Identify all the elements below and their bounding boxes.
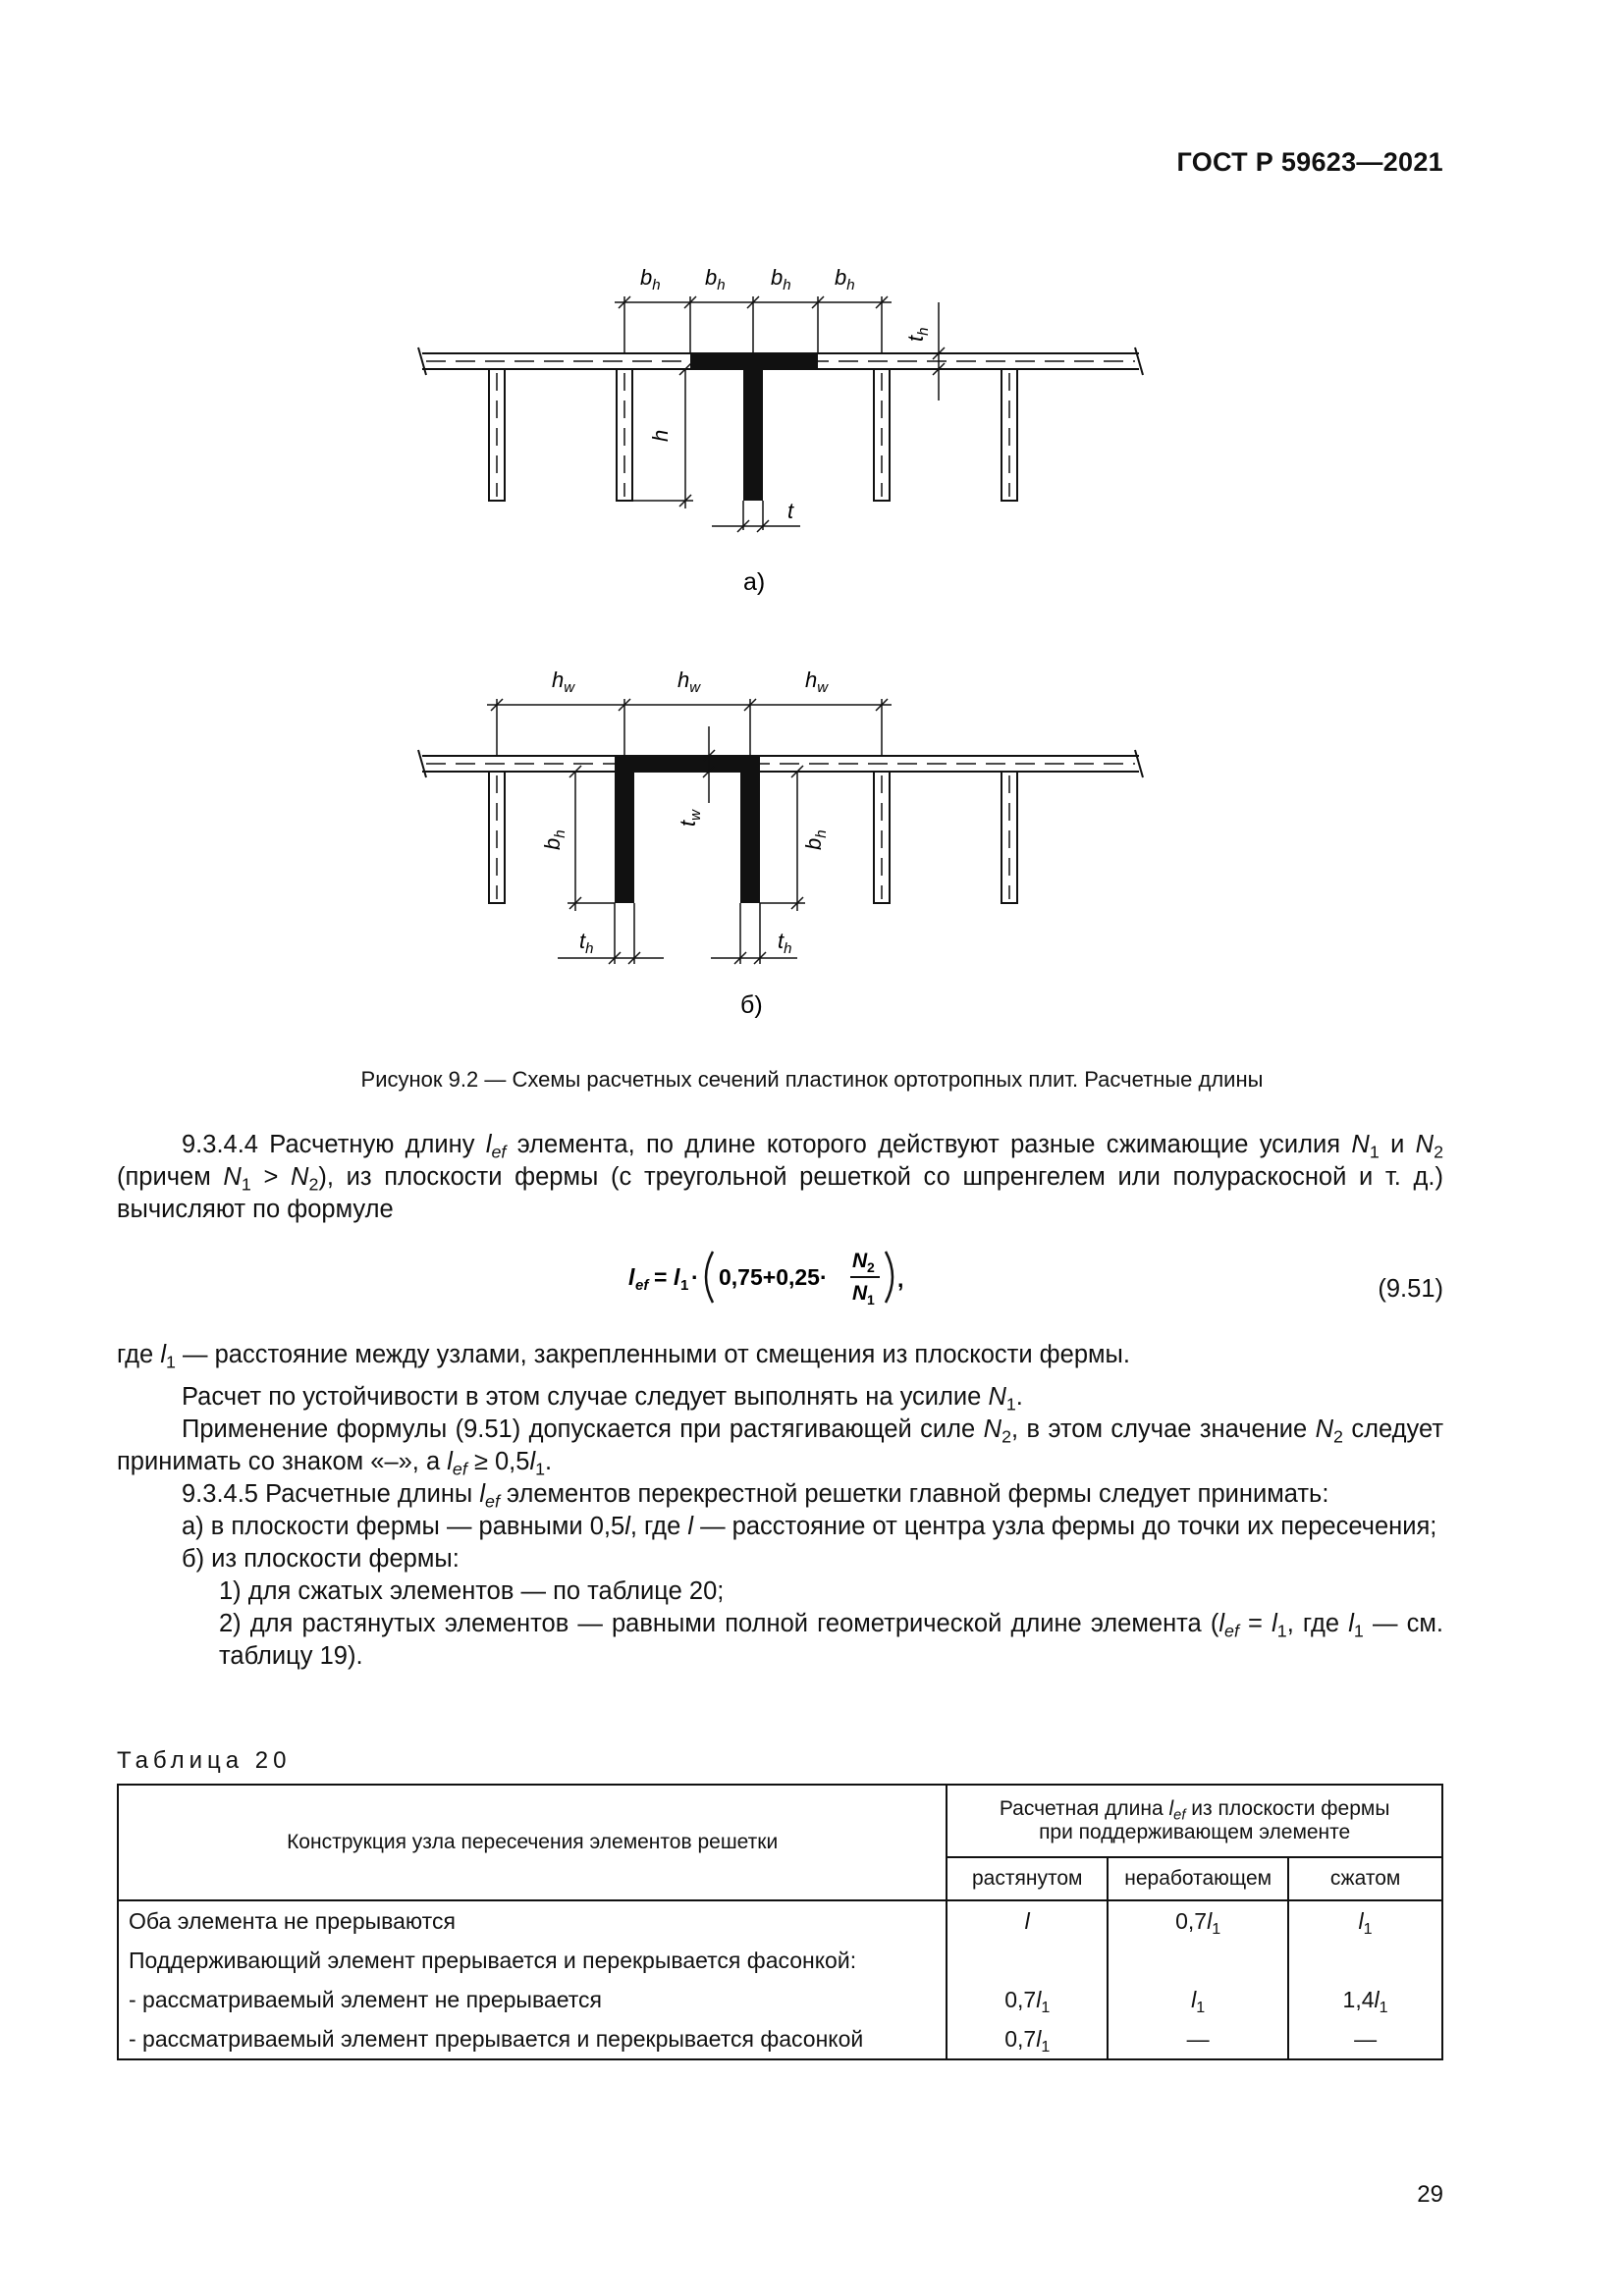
- dim-bh-2: b: [705, 265, 718, 290]
- svg-text:1: 1: [680, 1277, 689, 1294]
- page-number: 29: [1417, 2181, 1443, 2208]
- table-header-construction: Конструкция узла пересечения элементов решетки: [118, 1785, 947, 1900]
- dim-th-left: t: [579, 929, 586, 953]
- dim-hw-2-sub: w: [689, 679, 701, 696]
- cell-value: $0,7l_1$: [947, 2019, 1108, 2059]
- figure-a-label: а): [743, 568, 766, 596]
- cell-value: l: [947, 1900, 1108, 1941]
- row-label: Оба элемента не прерываются: [118, 1900, 947, 1941]
- cell-value: $l_1$: [1288, 1900, 1442, 1941]
- svg-text:bh: [705, 265, 726, 294]
- svg-text:N: N: [852, 1282, 868, 1305]
- svg-text:bh: [771, 265, 791, 294]
- svg-text:l: l: [674, 1264, 680, 1290]
- row-label: Поддерживающий элемент прерывается и перекрывается фасонкой:: [118, 1941, 947, 1980]
- dim-bh-1-sub: h: [652, 277, 661, 294]
- dim-hw-2: h: [677, 667, 690, 692]
- dim-tw-sub: w: [687, 810, 704, 821]
- table-subheader-compression: сжатом: [1288, 1857, 1442, 1900]
- figure-caption: Рисунок 9.2 — Схемы расчетных сечений пластинок ортотропных плит. Расчетные длины: [360, 1067, 1264, 1092]
- svg-text:hw: [552, 667, 575, 696]
- figure-a-diagram: [393, 255, 1178, 609]
- dim-hw-3: h: [805, 667, 818, 692]
- table-header-effective-length: Расчетная длина $l_{ef}$ из плоскости фермы при поддерживающем элементе: [947, 1785, 1442, 1857]
- dim-bh-3-sub: h: [783, 277, 791, 294]
- cell-value: —: [1288, 2019, 1442, 2059]
- table-subheader-tension: растянутом: [947, 1857, 1108, 1900]
- table-row: [118, 1980, 1442, 2019]
- svg-text:tw: [676, 809, 704, 827]
- row-label: - рассматриваемый элемент не прерывается: [118, 1980, 947, 2019]
- svg-text:th: [778, 929, 791, 957]
- svg-text:th: [903, 328, 932, 342]
- dim-bh-left-sub: h: [552, 829, 568, 838]
- svg-text:hw: [677, 667, 701, 696]
- dim-h: h: [648, 429, 673, 442]
- svg-text:N: N: [852, 1250, 868, 1272]
- cell-value: $l_1$: [1108, 1980, 1288, 2019]
- table-row: [118, 1941, 1442, 1980]
- svg-text:bh: [640, 265, 661, 294]
- table-row: [118, 1900, 1442, 1941]
- row-label: - рассматриваемый элемент прерывается и перекрывается фасонкой: [118, 2019, 947, 2059]
- svg-text:·: ·: [691, 1264, 699, 1290]
- svg-text:=: =: [654, 1264, 668, 1290]
- svg-text:l: l: [628, 1264, 635, 1290]
- paragraph-formula-notes: где $l_1$ — расстояние между узлами, закрепленными от смещения из плоскости фермы. Расчет по устойчивости в этом случае следует выполнять на усилие $N_1$. Применение формулы (9.51) допускается при растягивающей силе $N_2$, в этом случае значение $N_2$ следует принимать со знаком «–», а $l_{ef} \ge 0,5l_1$. 9.3.4.5 Расчетные длины $l_{ef}$ элементов перекрестной решетки главной фермы следует принимать: а) в плоскости фермы — равными 0,5l, где l — расстояние от центра узла фермы до точки их пересечения; б) из плоскости фермы: 1) для сжатых элементов — по таблице 20; 2) для растянутых элементов — равными полной геометрической длине элемента ($l_{ef} = l_1$, где $l_1$ — см. таблицу 19).: [117, 1341, 1443, 1670]
- svg-text:bh: [835, 265, 855, 294]
- svg-text:bh: [801, 829, 830, 850]
- dim-th-sub: h: [915, 327, 932, 336]
- figure-b-label: б): [740, 991, 763, 1019]
- table-row: [118, 2019, 1442, 2059]
- dim-th-right: t: [778, 929, 785, 953]
- svg-text:th: [579, 929, 593, 957]
- svg-text:,: ,: [897, 1266, 904, 1292]
- dim-bh-left: b: [540, 837, 565, 850]
- dim-bh-4-sub: h: [846, 277, 855, 294]
- cell-value: —: [1108, 2019, 1288, 2059]
- dim-bh-3: b: [771, 265, 784, 290]
- dim-th-right-sub: h: [784, 940, 792, 957]
- dim-bh-right-sub: h: [813, 829, 830, 838]
- svg-text:hw: [805, 667, 829, 696]
- figure-b-diagram: [393, 658, 1178, 1031]
- table-caption: Таблица 20: [117, 1747, 292, 1774]
- svg-text:ef: ef: [635, 1277, 649, 1294]
- formula-9-51: [628, 1246, 952, 1305]
- table-20: [117, 1784, 1443, 2060]
- svg-text:bh: [540, 829, 568, 850]
- dim-th: t: [903, 335, 928, 342]
- dim-tw: t: [676, 820, 700, 827]
- dim-hw-3-sub: w: [817, 679, 829, 696]
- paragraph-9-3-4-4: 9.3.4.4 Расчетную длину $l_{ef}$ элемента, по длине которого действуют разные сжимающие усилия $N_1$ и $N_2$ (причем $N_1 > N_2$), из плоскости фермы (с треугольной решеткой со шпренгелем или полураскосной и т. д.) вычисляют по формуле: [117, 1131, 1444, 1223]
- cell-value: $0,7l_1$: [1108, 1900, 1288, 1941]
- table-subheader-idle: неработающем: [1108, 1857, 1288, 1900]
- svg-text:0,75+0,25·: 0,75+0,25·: [719, 1264, 828, 1290]
- dim-t: t: [787, 499, 794, 523]
- dim-hw-1: h: [552, 667, 565, 692]
- svg-text:2: 2: [867, 1259, 875, 1275]
- formula-number: (9.51): [1378, 1275, 1443, 1303]
- document-header: ГОСТ Р 59623—2021: [1176, 147, 1443, 177]
- cell-value: $1,4l_1$: [1288, 1980, 1442, 2019]
- dim-th-left-sub: h: [585, 940, 594, 957]
- dim-bh-4: b: [835, 265, 847, 290]
- dim-bh-right: b: [801, 837, 826, 850]
- dim-hw-1-sub: w: [564, 679, 575, 696]
- dim-bh-1: b: [640, 265, 653, 290]
- dim-bh-2-sub: h: [717, 277, 726, 294]
- svg-text:1: 1: [867, 1292, 875, 1305]
- cell-value: $0,7l_1$: [947, 1980, 1108, 2019]
